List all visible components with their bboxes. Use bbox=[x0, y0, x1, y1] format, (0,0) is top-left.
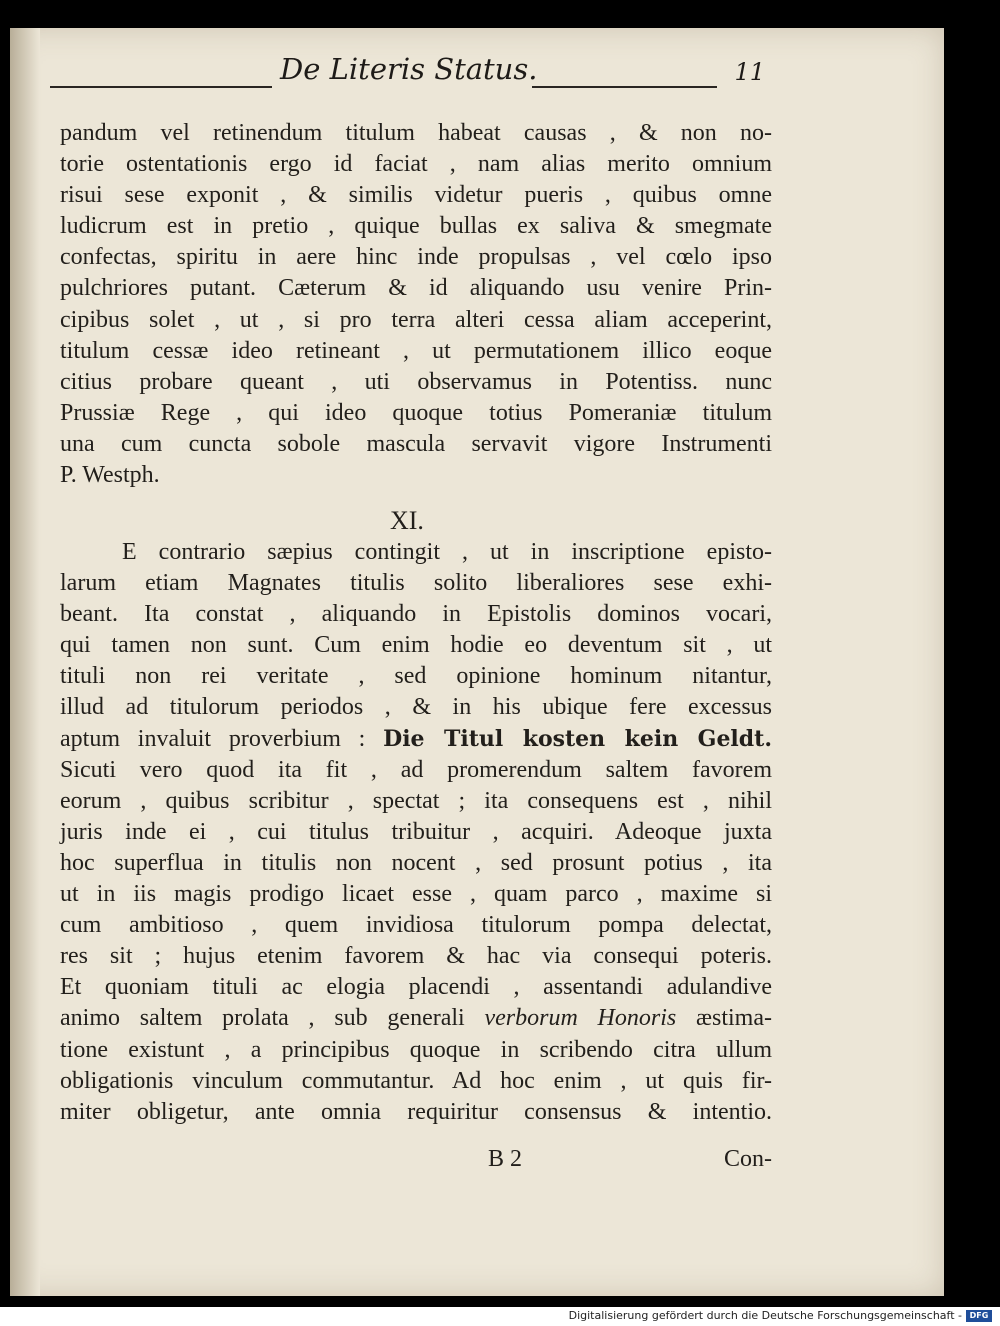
text-line: qui tamen non sunt. Cum enim hodie eo deventum sit , ut bbox=[60, 632, 772, 659]
text-line: larum etiam Magnates titulis solito liberaliores sese exhi- bbox=[60, 570, 772, 597]
text-line: hoc superflua in titulis non nocent , sed prosunt potius , ita bbox=[60, 849, 772, 876]
signature-mark: B 2 bbox=[488, 1146, 523, 1172]
dfg-logo: DFG bbox=[966, 1310, 992, 1322]
text-line: cum ambitioso , quem invidiosa titulorum pompa delectat, bbox=[60, 912, 772, 939]
text-line: ut in iis magis prodigo licaet esse , quam parco , maxime si bbox=[60, 881, 772, 908]
funding-credit: Digitalisierung gefördert durch die Deutsche Forschungsgemeinschaft - bbox=[568, 1309, 962, 1322]
catchword: Con- bbox=[724, 1146, 772, 1172]
text-line: tione existunt , a principibus quoque in scribendo citra ullum bbox=[60, 1036, 772, 1063]
text-line: Sicuti vero quod ita fit , ad promerendum saltem favorem bbox=[60, 756, 772, 783]
text-line-italic bbox=[60, 1003, 772, 1034]
paragraph-1 bbox=[60, 118, 772, 491]
page-footer bbox=[60, 1146, 772, 1178]
text-line: Et quoniam tituli ac elogia placendi , assentandi adulandive bbox=[60, 974, 772, 1001]
proverb-lead: aptum invaluit proverbium : bbox=[60, 725, 366, 752]
text-line: beant. Ita constat , aliquando in Epistolis dominos vocari, bbox=[60, 601, 772, 628]
text-line: E contrario sæpius contingit , ut in inscriptione episto- bbox=[122, 539, 772, 565]
text-line: pulchriores putant. Cæterum & id aliquando usu venire Prin- bbox=[60, 275, 772, 302]
proverb-fraktur: Die Titul kosten kein Geldt. bbox=[383, 725, 772, 752]
text-line: titulum cessæ ideo retineant , ut permutationem illico eoque bbox=[60, 337, 772, 364]
text-line-proverb bbox=[60, 724, 772, 755]
text-line: confectas, spiritu in aere hinc inde propulsas , vel cœlo ipso bbox=[60, 244, 772, 271]
italic-phrase: verborum Honoris bbox=[484, 1005, 677, 1032]
text-line: miter obligetur, ante omnia requiritur consensus & intentio. bbox=[60, 1098, 772, 1125]
text-line: obligationis vinculum commutantur. Ad hoc enim , ut quis fir- bbox=[60, 1067, 772, 1094]
text-line: juris inde ei , cui titulus tribuitur , acquiri. Adeoque juxta bbox=[60, 818, 772, 845]
paragraph-2 bbox=[60, 537, 772, 1128]
text-line: pandum vel retinendum titulum habeat causas , & non no- bbox=[60, 120, 772, 146]
text-line: risui sese exponit , & similis videtur pueris , quibus omne bbox=[60, 182, 772, 209]
header-rule-left bbox=[50, 86, 272, 88]
text-line: tituli non rei veritate , sed opinione hominum nitantur, bbox=[60, 663, 772, 690]
text-line: Prussiæ Rege , qui ideo quoque totius Pomeraniæ titulum bbox=[60, 399, 772, 426]
page-number: 11 bbox=[734, 58, 765, 86]
running-header bbox=[50, 52, 765, 92]
running-title: De Literis Status. bbox=[280, 52, 538, 86]
line-start: animo saltem prolata , sub generali bbox=[60, 1005, 465, 1032]
text-line: P. Westph. bbox=[60, 462, 160, 489]
text-line: citius probare queant , uti observamus in Potentiss. nunc bbox=[60, 368, 772, 395]
text-line: ludicrum est in pretio , quique bullas ex saliva & smegmate bbox=[60, 213, 772, 240]
text-line: eorum , quibus scribitur , spectat ; ita consequens est , nihil bbox=[60, 787, 772, 814]
text-line: una cum cuncta sobole mascula servavit vigore Instrumenti bbox=[60, 430, 772, 457]
line-end: æstima- bbox=[696, 1005, 772, 1032]
text-line: illud ad titulorum periodos , & in his ubique fere excessus bbox=[60, 694, 772, 721]
section-number: XI. bbox=[390, 506, 424, 535]
header-rule-right bbox=[532, 86, 717, 88]
text-line: cipibus solet , ut , si pro terra alteri cessa aliam acceperint, bbox=[60, 306, 772, 333]
page-gutter-shadow bbox=[10, 28, 40, 1296]
text-line: torie ostentationis ergo id faciat , nam alias merito omnium bbox=[60, 151, 772, 178]
text-line: res sit ; hujus etenim favorem & hac via consequi poteris. bbox=[60, 943, 772, 970]
